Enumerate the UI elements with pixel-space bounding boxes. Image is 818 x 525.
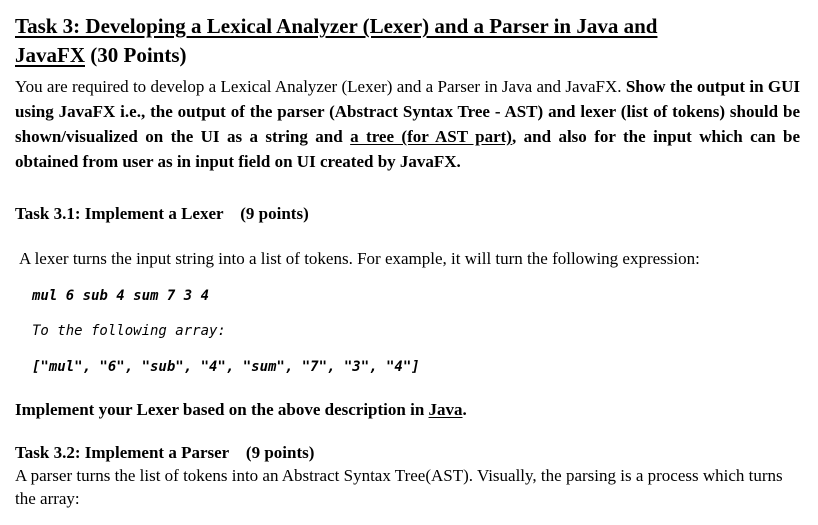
task3-intro (15, 74, 800, 174)
task3-title (15, 12, 800, 70)
implement-language: Java (428, 400, 463, 419)
title-points: (30 Points) (85, 43, 187, 67)
implement-end: . (462, 400, 467, 419)
lexer-example-array: ["mul", "6", "sub", "4", "sum", "7", "3", "4"] (32, 359, 420, 375)
task32-heading: Task 3.2: Implement a Parser (9 points) (15, 443, 315, 462)
task31-description: A lexer turns the input string into a list of tokens. For example, it will turn the following expression: (19, 249, 700, 268)
lexer-example-expression: mul 6 sub 4 sum 7 3 4 (32, 288, 210, 304)
title-javafx: JavaFX (15, 43, 85, 67)
task32-description: A parser turns the list of tokens into an Abstract Syntax Tree(AST). Visually, the parsing is a process which turns the array: (15, 466, 783, 508)
title-line1: Task 3: Developing a Lexical Analyzer (Lexer) and a Parser in Java and (15, 14, 658, 38)
intro-bold-2: , and also for the input which can be obtained from user as in input field on UI created by JavaFX. (15, 127, 801, 171)
document-page (15, 12, 801, 508)
task31-implement-instruction (15, 398, 467, 422)
lexer-example-caption: To the following array: (32, 323, 226, 339)
intro-bold-underlined: a tree (for AST part) (350, 127, 512, 146)
intro-plain: You are required to develop a Lexical Analyzer (Lexer) and a Parser in Java and JavaFX. (15, 77, 626, 96)
implement-text: Implement your Lexer based on the above description in (15, 400, 429, 419)
task31-heading: Task 3.1: Implement a Lexer (9 points) (15, 204, 309, 223)
intro-bold-1: Show the output in GUI using JavaFX i.e., the output of the parser (Abstract Syntax Tree - AST) and lexer (list of tokens) should be shown/visualized on the UI as a string and (15, 77, 800, 146)
